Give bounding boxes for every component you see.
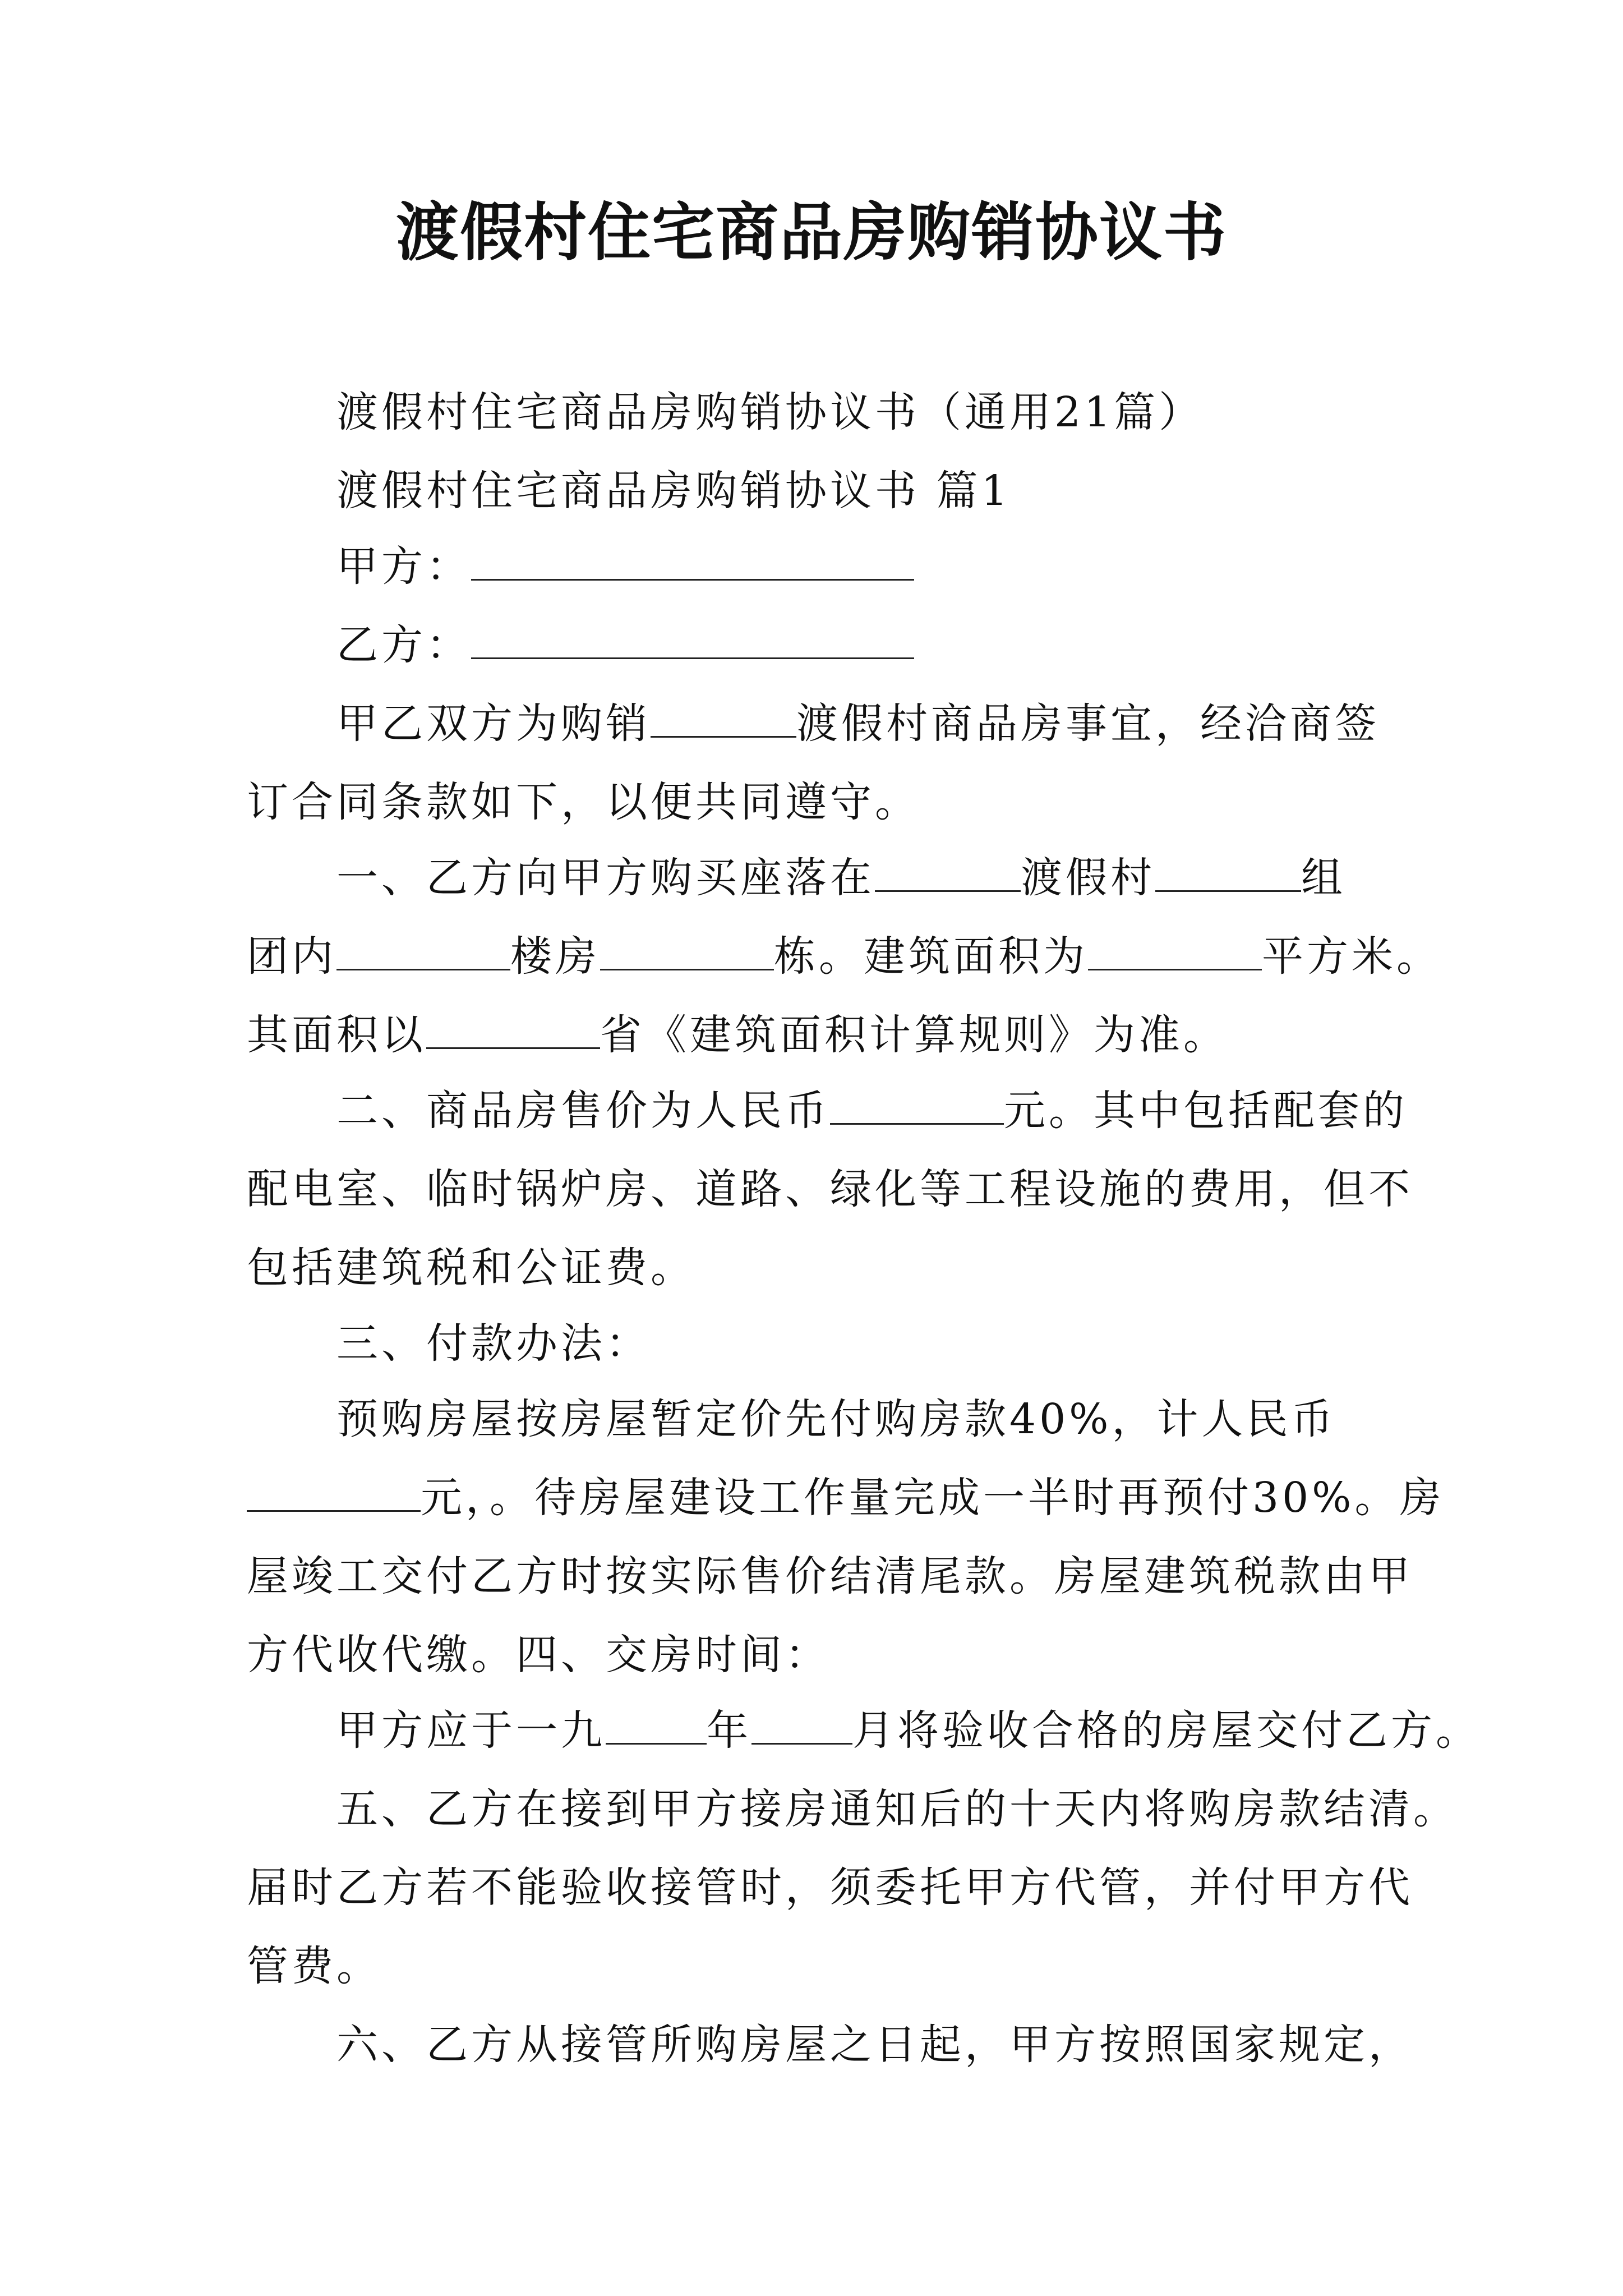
intro-text-b: 渡假村商品房事宜，经洽商签 — [796, 700, 1380, 748]
clause1-blank-4 — [600, 932, 774, 970]
intro-line-1 — [336, 696, 1413, 752]
clause2-text-b: 元。其中包括配套的 — [1004, 1087, 1408, 1135]
clause1-line-2 — [247, 928, 1441, 984]
clause4-text-a: 甲方应于一九 — [336, 1706, 606, 1755]
clause2-line-2: 配电室、临时锅炉房、道路、绿化等工程设施的费用，但不 — [247, 1165, 1413, 1213]
clause1-text-f: 栋。建筑面积为 — [774, 932, 1088, 981]
clause1-text-a: 一、乙方向甲方购买座落在 — [336, 854, 875, 902]
party-b-line — [336, 617, 1413, 673]
clause1-blank-6 — [426, 1010, 600, 1049]
clause3-text-b: 元，。待房屋建设工作量完成一半时再预付30%。房 — [421, 1474, 1445, 1522]
clause1-text-h: 其面积以 — [247, 1011, 426, 1059]
section-heading: 渡假村住宅商品房购销协议书 篇1 — [336, 467, 1011, 515]
party-a-line — [336, 539, 1413, 595]
clause2-text-a: 二、商品房售价为人民币 — [336, 1087, 830, 1135]
clause2-line-1 — [336, 1083, 1413, 1139]
clause1-line-1 — [336, 850, 1413, 906]
clause1-blank-5 — [1088, 932, 1262, 970]
clause4-text-b: 年 — [707, 1706, 751, 1755]
clause1-text-g: 平方米。 — [1262, 932, 1441, 981]
clause6-line-1: 六、乙方从接管所购房屋之日起，甲方按照国家规定， — [336, 2021, 1413, 2069]
party-a-blank — [471, 542, 914, 581]
clause1-blank-1 — [875, 853, 1021, 892]
clause4-blank-year — [606, 1706, 707, 1745]
clause5-line-2: 届时乙方若不能验收接管时，须委托甲方代管，并付甲方代 — [247, 1864, 1413, 1912]
document-title: 渡假村住宅商品房购销协议书 — [396, 196, 1227, 269]
clause1-blank-2 — [1155, 853, 1301, 892]
clause1-text-d: 团内 — [247, 932, 336, 981]
clause4-blank-month — [751, 1706, 852, 1745]
clause3-blank — [247, 1473, 421, 1512]
clause5-line-1: 五、乙方在接到甲方接房通知后的十天内将购房款结清。 — [336, 1785, 1458, 1833]
clause3-heading: 三、付款办法： — [336, 1319, 651, 1368]
party-b-label: 乙方： — [336, 621, 471, 669]
intro-line-2: 订合同条款如下，以便共同遵守。 — [247, 778, 920, 826]
clause1-text-e: 楼房 — [510, 932, 600, 981]
clause1-blank-3 — [336, 932, 510, 970]
clause1-text-b: 渡假村 — [1021, 854, 1155, 902]
clause1-text-i: 省《建筑面积计算规则》为准。 — [600, 1011, 1228, 1059]
clause1-text-c: 组 — [1301, 854, 1346, 902]
clause3-line-4: 方代收代缴。四、交房时间： — [247, 1631, 830, 1679]
party-a-label: 甲方： — [336, 542, 471, 591]
clause4-text-c: 月将验收合格的房屋交付乙方。 — [852, 1706, 1481, 1755]
clause2-blank — [830, 1086, 1004, 1125]
intro-blank — [651, 699, 796, 738]
clause2-line-3: 包括建筑税和公证费。 — [247, 1244, 695, 1292]
clause5-line-3: 管费。 — [247, 1942, 381, 1990]
intro-text-a: 甲乙双方为购销 — [336, 700, 651, 748]
party-b-blank — [471, 620, 914, 659]
clause3-line-3: 屋竣工交付乙方时按实际售价结清尾款。房屋建筑税款由甲 — [247, 1552, 1413, 1600]
clause3-line-1: 预购房屋按房屋暂定价先付购房款40%，计人民币 — [336, 1395, 1336, 1443]
clause1-line-3 — [247, 1007, 1413, 1063]
document-subtitle: 渡假村住宅商品房购销协议书（通用21篇） — [336, 388, 1204, 436]
clause4-line — [336, 1703, 1481, 1759]
clause3-line-2 — [247, 1470, 1445, 1526]
